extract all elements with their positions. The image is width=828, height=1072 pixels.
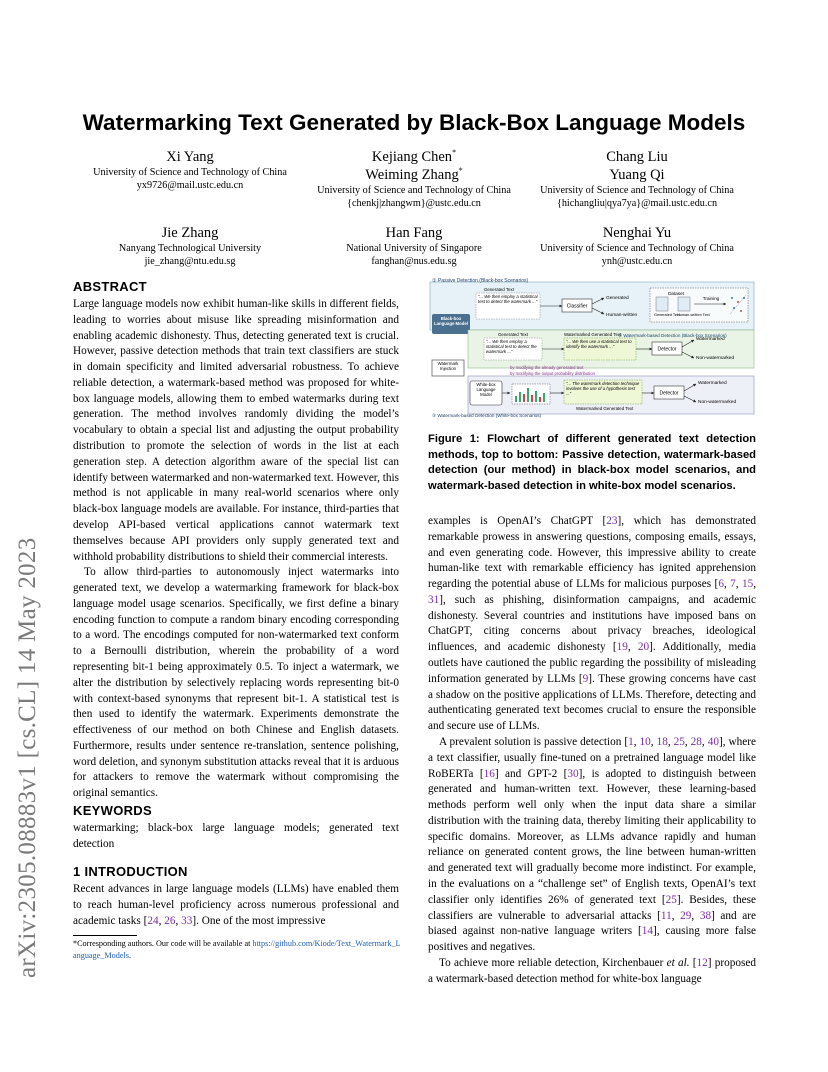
section-label: ③ Watermark-based Detection (White-box Scenarios) xyxy=(432,413,542,418)
body-text: ], is adopted to distinguish between generated and human-written text. However, these learning-based methods perform well only when the input data share a similar distribution with the training data, thereby limiting their applicability to specific domains. Moreover, as LLMs advance rapidly and human reliance on generated content grows, the line between human-written and generated text will gradually become more indistinct. For example, in the evaluations on a “challenge set” of English texts, OpenAI’s text classifier only identifies 26% of generated text [ xyxy=(428,767,756,906)
doc-icon xyxy=(678,297,690,311)
body-text: ], where a text classifier, usually fine-tuned on a pretrained language model like RoBERTa [ xyxy=(428,735,756,780)
section-heading: ABSTRACT xyxy=(73,279,147,294)
footnote xyxy=(73,938,403,962)
section-label: ① Passive Detection (Black-box Scenarios) xyxy=(432,278,529,284)
abstract-body xyxy=(73,297,399,802)
author-affiliation: University of Science and Technology of China xyxy=(540,243,734,254)
dataset-label: Dataset xyxy=(668,291,684,296)
body-text: ]. One of the most impressive xyxy=(192,914,326,927)
body-text: Recent advances in large language models (LLMs) have enabled them to reach human-level proficiency across numerous professional and academic tasks [ xyxy=(73,883,399,927)
author-email: {chenkj|zhangwm}@ustc.edu.cn xyxy=(347,198,481,209)
classifier-label: Classifier xyxy=(566,303,588,310)
footnote-end: . xyxy=(128,951,131,960)
abstract-paragraph: To allow third-parties to autonomously inject watermarks into generated text, we develop a watermarking framework for black-box language model usage scenarios. Specifically, we first define a binary encoding function to compute a random binary encoding corresponding to a word. The encodings computed for non-watermarked text conform to a Bernoulli distribution, wherein the probability of a word representing bit-1 being approximately 0.5. To inject a watermark, we alter the distribution by selectively replacing words representing bit-0 with context-based synonyms that represent bit-1. A statistical test is then used to identify the watermark. Experiments demonstrate the effectiveness of our method on both Chinese and English datasets. Furthermore, results under sentence re-translation, sentence polishing, word deletion, and synonym substitution attacks reveal that it is arduous for attackers to remove the watermark without compromising the original semantics. xyxy=(73,566,399,800)
author-block xyxy=(70,224,310,268)
detector-label: Detector xyxy=(659,390,679,397)
flowchart-svg xyxy=(428,276,756,418)
generated-text-label: Generated Text xyxy=(498,332,528,337)
body-text: , xyxy=(684,735,691,748)
output-label: Watermarked xyxy=(696,337,725,342)
body-text: ] and GPT-2 [ xyxy=(494,767,568,780)
output-label: Watermarked xyxy=(698,381,727,386)
citation-link[interactable]: 38 xyxy=(699,909,712,922)
generated-text-label: Generated Text xyxy=(484,287,514,292)
author-email: yx9726@mail.ustc.edu.cn xyxy=(136,180,244,191)
body-text: ]. These growing concerns have cast a shadow on the positive applications of LLMs. Therefore, detecting and authenticating generated text becomes crucial to ensure the responsible and secure use of LLMs. xyxy=(428,672,756,733)
citation-link[interactable]: 26 xyxy=(164,914,176,927)
author-name: Han Fang xyxy=(385,225,443,241)
footnote-text: *Corresponding authors. Our code will be available at xyxy=(73,939,253,948)
italic-text: et al. xyxy=(666,956,690,969)
citation-link[interactable]: 28 xyxy=(690,735,702,748)
citation-link[interactable]: 6 xyxy=(718,578,724,591)
body-text: , xyxy=(723,578,731,591)
author-email: ynh@ustc.edu.cn xyxy=(601,256,673,267)
footnote-divider xyxy=(73,935,137,936)
figure-flowchart xyxy=(428,276,756,418)
corresponding-mark: * xyxy=(458,166,463,176)
author-block xyxy=(298,148,530,210)
paper-title: Watermarking Text Generated by Black-Box Language Models xyxy=(82,110,746,135)
body-text: , xyxy=(650,735,657,748)
body-text: [ xyxy=(689,956,697,969)
citation-link[interactable]: 11 xyxy=(660,909,672,922)
body-text: ], which has demonstrated remarkable prowess in answering questions, composing emails, essays, and even generating code. However, this impressive ability to create human-like text with remarkable efficiency has ignited apprehension regarding the potential abuse of LLMs for malicious purposes [ xyxy=(428,515,757,591)
author-block xyxy=(528,224,746,268)
dataset-item-label: Human-written Text xyxy=(677,313,710,317)
body-text: , xyxy=(633,735,640,748)
body-text: ], causing more false positives and negatives. xyxy=(428,925,756,954)
body-text: ] and are biased against non-native language writers [ xyxy=(428,909,757,938)
citation-link[interactable]: 15 xyxy=(741,578,754,591)
dataset-item-label: Generated Text xyxy=(654,313,680,317)
output-label: Human-written xyxy=(606,313,638,318)
body-text: , xyxy=(667,735,674,748)
citation-link[interactable]: 29 xyxy=(680,909,692,922)
author-name: Nenghai Yu xyxy=(602,225,672,241)
intro-paragraph xyxy=(428,514,756,735)
right-column-body xyxy=(428,514,756,987)
section-heading: KEYWORDS xyxy=(73,803,152,818)
body-text: , xyxy=(753,578,756,591)
intro-paragraph xyxy=(428,956,756,988)
body-text: , xyxy=(701,735,708,748)
citation-link[interactable]: 33 xyxy=(181,914,193,927)
citation-link[interactable]: 14 xyxy=(641,925,654,938)
citation-link[interactable]: 7 xyxy=(730,578,736,591)
body-text: ] proposed a watermark-based detection method for white-box language xyxy=(428,956,756,985)
citation-link[interactable]: 16 xyxy=(483,767,495,780)
author-email: {hichangliu|qya7ya}@mail.ustc.edu.cn xyxy=(556,198,718,209)
training-label: Training xyxy=(702,296,720,301)
white-box-model-label: White-box Language Model xyxy=(476,382,496,397)
citation-link[interactable]: 18 xyxy=(656,735,668,748)
watermark-injection-label: Watermark Injection xyxy=(437,361,459,371)
corresponding-mark: * xyxy=(452,148,457,158)
body-text: A prevalent solution is passive detection [ xyxy=(439,735,629,748)
black-box-model-label: Black-box Language Model xyxy=(434,316,468,326)
author-name: Xi Yang xyxy=(166,149,214,165)
body-text: ]. Besides, these classifiers are vulnerable to adversarial attacks [ xyxy=(428,893,756,922)
intro-paragraph: Recent advances in large language models (LLMs) have enabled them to reach human-level proficiency across numerous professional and academic tasks [24, 26, 33]. One of the most impressive xyxy=(73,883,399,927)
watermarked-text-label: Watermarked Generated Text xyxy=(564,332,622,337)
section-label: ② Watermark-based Detection (Black-box Scenarios) xyxy=(618,333,727,338)
abstract-paragraph: Large language models now exhibit human-like skills in different fields, leading to worries about misuse like spreading misinformation and enabling academic dishonesty. Thus, detecting generated text is crucial. However, passive detection methods that train text classifiers are stuck in domain specificity and limited adversarial robustness. To achieve reliable detection, a watermark-based method was proposed for white-box language models, allowing them to embed watermarks during text generation. The method involves randomly dividing the model’s vocabulary to obtain a special list and adjusting the output probability distribution to promote the selection of words in the list at each generation step. A detection algorithm aware of the special list can identify between watermarked and non-watermarked text. However, this method is not applicable in many real-world scenarios where only black-box language models are available. For instance, third-parties that develop API-based vertical applications cannot watermark text themselves because API providers only supply generated text and withhold probability distributions to shield their commercial interests. xyxy=(73,298,399,563)
citation-link[interactable]: 25 xyxy=(665,893,677,906)
body-text: , xyxy=(627,641,638,654)
citation-link[interactable]: 12 xyxy=(696,956,708,969)
author-name: Weiming Zhang xyxy=(365,167,459,183)
author-name: Kejiang Chen xyxy=(371,149,453,165)
author-affiliation: University of Science and Technology of China xyxy=(93,167,287,178)
citation-link[interactable]: 24 xyxy=(147,914,159,927)
figure-caption: Figure 1: Flowchart of different generated text detection methods, top to bottom: Passive detection, watermark-based detection (our method) in black-box model scenarios, and watermark-based detection in white-box model scenarios. xyxy=(428,433,756,492)
detector-label: Detector xyxy=(657,346,677,353)
output-label: Generated xyxy=(606,296,629,301)
citation-link[interactable]: 31 xyxy=(428,593,440,606)
citation-link[interactable]: 25 xyxy=(673,735,685,748)
probability-bars-icon xyxy=(512,384,550,404)
author-affiliation: Nanyang Technological University xyxy=(118,243,262,254)
citation-link[interactable]: 19 xyxy=(616,641,628,654)
author-affiliation: National University of Singapore xyxy=(346,243,482,254)
quote-text: “... The watermark detection technique involves the use of a hypothesis test ...” xyxy=(566,381,640,396)
author-name: Jie Zhang xyxy=(161,225,219,241)
body-text: , xyxy=(691,909,700,922)
quote-text: “... We then employ a statistical test to detect the watermark ...” xyxy=(478,294,538,304)
citation-link[interactable]: 20 xyxy=(637,641,650,654)
citation-link[interactable]: 10 xyxy=(639,735,651,748)
method-note: by modifying the already generated text xyxy=(510,365,584,370)
author-block xyxy=(70,148,310,192)
output-label: Non-watermarked xyxy=(696,356,735,361)
body-text: , xyxy=(671,909,681,922)
citation-link[interactable]: 9 xyxy=(582,672,589,685)
code-url-link[interactable]: https://github.com/Kiode/Text_Watermark_Language_Models xyxy=(73,939,401,960)
author-affiliation: University of Science and Technology of China xyxy=(317,185,511,196)
body-text: , xyxy=(735,578,742,591)
watermarked-text-label: Watermarked Generated Text xyxy=(576,406,634,411)
citation-link[interactable]: 40 xyxy=(707,735,719,748)
author-block xyxy=(298,224,530,268)
intro-paragraph xyxy=(428,735,756,956)
body-text: examples is OpenAI’s ChatGPT [ xyxy=(428,515,607,527)
body-text: ], such as phishing, disinformation campaigns, and academic dishonesty. Several countries and institutions have imposed bans on ChatGPT, citing concerns about privacy breaches, ideological influences, and academic dishonesty [ xyxy=(428,593,756,654)
quote-text: “... We then use a statistical test to identify the watermark ...” xyxy=(566,339,632,349)
keywords-text: watermarking; black-box large language models; generated text detection xyxy=(73,822,399,850)
author-email: jie_zhang@ntu.edu.sg xyxy=(144,256,236,267)
arxiv-identifier: arXiv:2305.08883v1 [cs.CL] 14 May 2023 xyxy=(14,537,41,978)
output-label: Non-watermarked xyxy=(698,400,737,405)
body-text: ]. Additionally, media outlets have cautioned the public regarding the possibility of misleading information generated by LLMs [ xyxy=(428,641,756,685)
author-block xyxy=(528,148,746,210)
citation-link[interactable]: 23 xyxy=(606,515,618,527)
author-email: fanghan@nus.edu.sg xyxy=(371,256,457,267)
author-name: Yuang Qi xyxy=(609,167,665,183)
author-name: Chang Liu xyxy=(606,149,668,165)
doc-icon xyxy=(656,297,668,311)
method-note: by modifying the output probability distribution xyxy=(510,371,595,376)
body-text: To achieve more reliable detection, Kirchenbauer xyxy=(439,956,667,969)
citation-link[interactable]: 1 xyxy=(628,735,634,748)
citation-link[interactable]: 30 xyxy=(567,767,579,780)
quote-text: “... We then employ a statistical test to detect the watermark ...” xyxy=(486,339,537,354)
author-affiliation: University of Science and Technology of China xyxy=(540,185,734,196)
section-heading: 1 INTRODUCTION xyxy=(73,864,188,879)
